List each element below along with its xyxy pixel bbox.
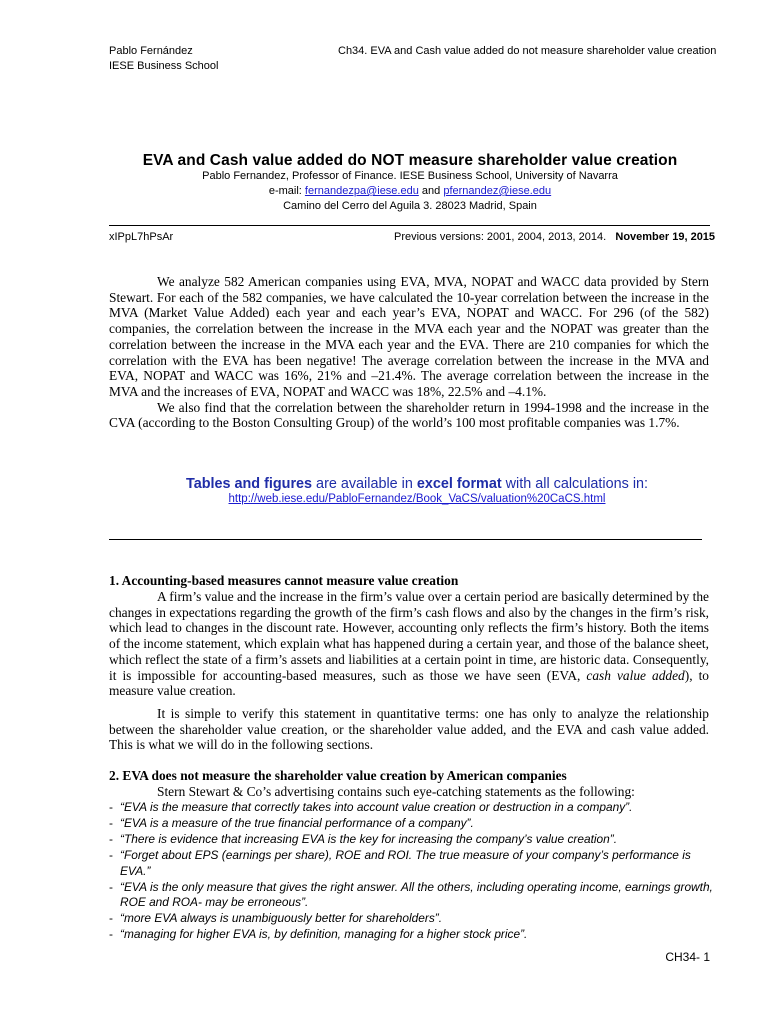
quote-text: “There is evidence that increasing EVA is the key for increasing the company’s value creation”. <box>120 831 618 846</box>
section-1-paragraph-2 <box>109 706 709 753</box>
section-1-p1-after: ), to measure value creation. <box>109 667 709 699</box>
email-link-2[interactable]: pfernandez@iese.edu <box>443 185 552 197</box>
section-2-intro: Stern Stewart & Co’s advertising contains such eye-catching statements as the following: <box>157 784 635 799</box>
list-item: - “Forget about EPS (earnings per share), ROE and ROI. The true measure of your company’s performance is EVA.” <box>109 847 691 878</box>
section-2-heading: 2. EVA does not measure the shareholder value creation by American companies <box>109 768 567 783</box>
document-date: November 19, 2015 <box>615 231 716 243</box>
excel-notice-part-3: excel format <box>416 476 502 492</box>
postal-address: Camino del Cerro del Aguila 3. 28023 Madrid, Spain <box>283 200 537 212</box>
email-link-1[interactable]: fernandezpa@iese.edu <box>304 185 419 197</box>
quote-text: “more EVA always is unambiguously better for shareholders”. <box>120 911 443 926</box>
quote-text: “EVA is a measure of the true financial performance of a company”. <box>120 815 474 830</box>
list-item: - “There is evidence that increasing EVA is the key for increasing the company’s value creation”. <box>109 831 618 846</box>
list-item: - “EVA is the only measure that gives the right answer. All the others, including operating income, earnings growth, ROE and ROA- may be erroneous”. <box>109 879 713 910</box>
excel-notice-part-4: with all calculations in: <box>501 476 649 492</box>
email-line <box>0 183 768 199</box>
previous-versions-text: Previous versions: 2001, 2004, 2013, 2014. <box>394 231 607 243</box>
email-label: e-mail: <box>268 185 302 197</box>
section-1-p1-before: A firm’s value and the increase in the firm’s value over a certain period are basically determined by the changes in expectations regarding the growth of the firm’s cash flows and also by the changes in the firm’s risk, which lead to changes in the discount rate. However, accounting only reflects the firm’s history. Both the items of the income statement, which explain what has happened during a certain year, and those of the balance sheet, which reflect the state of a firm’s assets and liabilities at a certain point in time, are historic data. Consequently, it is impossible for accounting-based measures, such as those we have seen (EVA, <box>109 589 709 683</box>
quote-text: “EVA is the only measure that gives the right answer. All the others, including operating income, earnings growth, ROE and ROA- may be erroneous”. <box>120 879 713 910</box>
quote-list <box>109 800 714 943</box>
header-school: IESE Business School <box>109 60 219 72</box>
previous-versions <box>394 229 716 245</box>
quote-text: “Forget about EPS (earnings per share), ROE and ROI. The true measure of your company’s performance is EVA.” <box>120 847 691 878</box>
abstract-paragraph-1: We analyze 582 American companies using EVA, MVA, NOPAT and WACC data provided by Stern Stewart. For each of the 582 companies, we have calculated the 10-year correlation between the increase in the MVA (Market Value Added) each year and each year’s EVA, NOPAT and WACC. For 296 (of the 582) companies, the correlation between the increase in the MVA each year and the NOPAT was greater than the correlation between the increase in the MVA each year and the EVA. There are 210 companies for which the correlation with the EVA has been negative! The average correlation between the increase in the MVA and EVA, NOPAT and WACC was 16%, 21% and –21.4%. The average correlation between the increase in the MVA and the increases of EVA, NOPAT and WACC was 18%, 22.5% and –4.1%. <box>109 274 709 399</box>
excel-notice <box>0 476 768 492</box>
section-1-p1-italic: cash value added <box>586 667 685 683</box>
email-conj: and <box>421 185 441 197</box>
excel-notice-part-2: are available in <box>312 476 417 492</box>
section-1-paragraph-1 <box>109 589 709 699</box>
list-item: - “EVA is the measure that correctly takes into account value creation or destruction in a company”. <box>109 800 633 814</box>
page-number: CH34- 1 <box>665 950 710 964</box>
document-code: xIPpL7hPsAr <box>109 231 174 243</box>
author-affiliation: Pablo Fernandez, Professor of Finance. IESE Business School, University of Navarra <box>202 170 618 182</box>
abstract-paragraph-2: We also find that the correlation between the shareholder return in 1994-1998 and the increase in the CVA (according to the Boston Consulting Group) of the world’s 100 most profitable companies was 1.7%. <box>109 399 709 431</box>
list-item: - “more EVA always is unambiguously better for shareholders”. <box>109 911 443 926</box>
list-item: - “managing for higher EVA is, by definition, managing for a higher stock price”. <box>109 927 528 942</box>
header-chapter-title: Ch34. EVA and Cash value added do not measure shareholder value creation <box>338 45 717 57</box>
paper-title: EVA and Cash value added do NOT measure shareholder value creation <box>142 152 678 169</box>
meta-divider-top <box>109 225 710 226</box>
excel-notice-part-1: Tables and figures <box>185 476 313 492</box>
section-1-p2-text: It is simple to verify this statement in quantitative terms: one has only to analyze the relationship between the shareholder value creation, or the shareholder value added, and the EVA and cash value added. This is what we will do in the following sections. <box>109 706 709 753</box>
section-1-heading: 1. Accounting-based measures cannot measure value creation <box>109 573 459 588</box>
section-divider <box>109 539 702 540</box>
quote-text: “managing for higher EVA is, by definition, managing for a higher stock price”. <box>120 927 528 942</box>
list-item: - “EVA is a measure of the true financial performance of a company”. <box>109 815 474 830</box>
abstract <box>109 274 709 431</box>
header-author: Pablo Fernández <box>109 45 193 57</box>
quote-text: “EVA is the measure that correctly takes into account value creation or destruction in a company”. <box>120 800 633 814</box>
excel-url-link[interactable]: http://web.iese.edu/PabloFernandez/Book_VaCS/valuation%20CaCS.html <box>228 493 606 505</box>
